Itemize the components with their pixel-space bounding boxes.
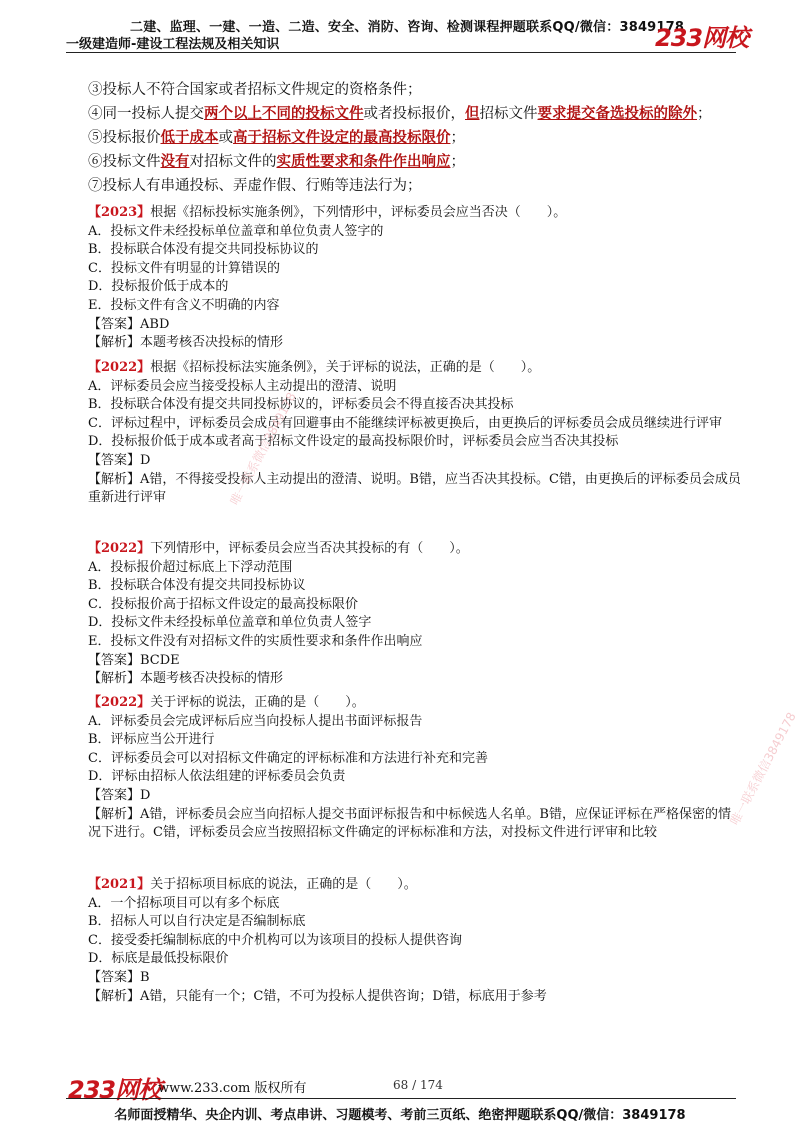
rejection-conditions-list: [88, 78, 712, 198]
option-a: A．评标委员会完成评标后应当向投标人提出书面评标报告: [88, 713, 423, 729]
highlight: 但: [465, 105, 480, 122]
answer: 【答案】D: [88, 787, 151, 803]
page-header: [0, 0, 800, 60]
text: ；: [450, 154, 465, 170]
analysis: 【解析】A错，只能有一个；C错，不可为投标人提供咨询；D错，标底用于参考: [88, 988, 547, 1004]
option-c: C．评标委员会可以对招标文件确定的评标标准和方法进行补充和完善: [88, 750, 488, 766]
option-d: D．投标文件未经投标单位盖章和单位负责人签字: [88, 615, 372, 631]
year-tag: 【2022】: [88, 695, 151, 710]
watermark: 唯一联系微信3849178: [227, 390, 299, 508]
footer-promo: 名师面授精华、央企内训、考点串讲、习题模考、考前三页纸、绝密押题联系QQ/微信：3849178: [114, 1108, 686, 1123]
text: 对招标文件的: [189, 154, 277, 170]
header-subject: 一级建造师-建设工程法规及相关知识: [66, 37, 280, 52]
option-a: A．投标报价超过标底上下浮动范围: [88, 559, 293, 575]
question-2022-c: [88, 694, 743, 843]
question-stem: [88, 694, 743, 713]
question-stem: [88, 876, 547, 895]
option-a: A．投标文件未经投标单位盖章和单位负责人签字的: [88, 223, 384, 239]
page-number: 68 / 174: [393, 1078, 443, 1092]
condition-item-6: [88, 150, 712, 174]
analysis: 【解析】A错，评标委员会应当向招标人提交书面评标报告和中标候选人名单。B错，应保证评标在严格保密的情况下进行。C错，评标委员会应当按照招标文件确定的评标标准和方法，对投标文件进行评审和比较: [88, 806, 731, 841]
option-c: C．接受委托编制标底的中介机构可以为该项目的投标人提供咨询: [88, 932, 462, 948]
footer-logo: 233网校: [68, 1076, 162, 1104]
text: ⑥投标文件: [88, 154, 161, 170]
question-2023: [88, 204, 566, 353]
option-d: D．标底是最低投标限价: [88, 951, 229, 967]
stem-text: 根据《招标投标法实施条例》，关于评标的说法，正确的是（ ）。: [150, 360, 541, 375]
text: ；: [697, 106, 712, 122]
condition-item-5: [88, 126, 712, 150]
year-tag: 【2022】: [88, 360, 151, 375]
footer-divider: [66, 1098, 736, 1099]
option-b: B．招标人可以自行决定是否编制标底: [88, 914, 306, 930]
highlight: 要求提交备选投标的除外: [537, 105, 697, 122]
text: 或: [218, 130, 233, 146]
option-c: C．投标文件有明显的计算错误的: [88, 260, 280, 276]
text: ④同一投标人提交: [88, 106, 204, 122]
question-2022-b: [88, 540, 469, 689]
footer-site: www.233.com 版权所有: [158, 1081, 307, 1096]
stem-text: 根据《招标投标实施条例》，下列情形中，评标委员会应当否决（ ）。: [150, 205, 567, 220]
option-b: B．投标联合体没有提交共同投标协议的，评标委员会不得直接否决其投标: [88, 397, 514, 413]
analysis: 【解析】A错，不得接受投标人主动提出的澄清、说明。B错，应当否决其投标。C错，由更换后的评标委员会成员重新进行评审: [88, 471, 741, 506]
option-d: D．投标报价低于成本或者高于招标文件设定的最高投标限价时，评标委员会应当否决其投标: [88, 434, 619, 450]
option-text: C．评标过程中，评标委员会成员有回避事由不能继续评标被更换后，由更换后的评标委员会成员继续进行评审: [88, 415, 722, 431]
text: ；: [450, 130, 465, 146]
stem-text: 下列情形中，评标委员会应当否决其投标的有（ ）。: [150, 541, 469, 556]
stem-text: 关于评标的说法，正确的是（ ）。: [150, 695, 365, 710]
answer: 【答案】BCDE: [88, 652, 180, 668]
option-d: D．投标报价低于成本的: [88, 279, 229, 295]
option-a: A．评标委员会应当接受投标人主动提出的澄清、说明: [88, 378, 397, 394]
option-d: D．评标由招标人依法组建的评标委员会负责: [88, 769, 346, 785]
highlight: 两个以上不同的投标文件: [204, 105, 364, 122]
brand-logo: 233网校: [655, 24, 749, 52]
watermark: 唯一联系微信3849178: [727, 710, 799, 828]
text: 或者投标报价，: [363, 106, 465, 122]
header-divider: [66, 52, 736, 53]
text: 招标文件: [479, 106, 538, 122]
condition-item-4: [88, 102, 712, 126]
answer: 【答案】D: [88, 452, 151, 468]
option-b: B．投标联合体没有提交共同投标协议: [88, 578, 306, 594]
header-contact-line: 二建、监理、一建、一造、二造、安全、消防、咨询、检测课程押题联系QQ/微信：3849178: [130, 20, 685, 35]
year-tag: 【2021】: [88, 877, 151, 892]
text: ⑤投标报价: [88, 130, 161, 146]
year-tag: 【2022】: [88, 541, 151, 556]
option-b: B．评标应当公开进行: [88, 732, 215, 748]
highlight: 没有: [160, 153, 190, 170]
year-tag: 【2023】: [88, 205, 151, 220]
condition-item-3: ③投标人不符合国家或者招标文件规定的资格条件；: [88, 82, 422, 98]
question-stem: [88, 204, 566, 223]
question-stem: [88, 540, 469, 559]
option-c: C．投标报价高于招标文件设定的最高投标限价: [88, 596, 358, 612]
option-a: A．一个招标项目可以有多个标底: [88, 895, 280, 911]
highlight: 高于招标文件设定的最高投标限价: [233, 129, 451, 146]
answer: 【答案】ABD: [88, 316, 170, 332]
option-e: E．投标文件有含义不明确的内容: [88, 297, 280, 313]
analysis: 【解析】本题考核否决投标的情形: [88, 335, 284, 351]
option-c: [88, 415, 743, 434]
option-e: E．投标文件没有对招标文件的实质性要求和条件作出响应: [88, 633, 423, 649]
stem-text: 关于招标项目标底的说法，正确的是（ ）。: [150, 877, 417, 892]
highlight: 低于成本: [160, 129, 219, 146]
question-stem: [88, 359, 743, 378]
question-2022-a: [88, 359, 743, 508]
question-2021: [88, 876, 547, 1006]
highlight: 实质性要求和条件作出响应: [276, 153, 451, 170]
option-b: B．投标联合体没有提交共同投标协议的: [88, 242, 319, 258]
condition-item-7: ⑦投标人有串通投标、弄虚作假、行贿等违法行为；: [88, 178, 422, 194]
answer: 【答案】B: [88, 969, 150, 985]
analysis: 【解析】本题考核否决投标的情形: [88, 671, 284, 687]
